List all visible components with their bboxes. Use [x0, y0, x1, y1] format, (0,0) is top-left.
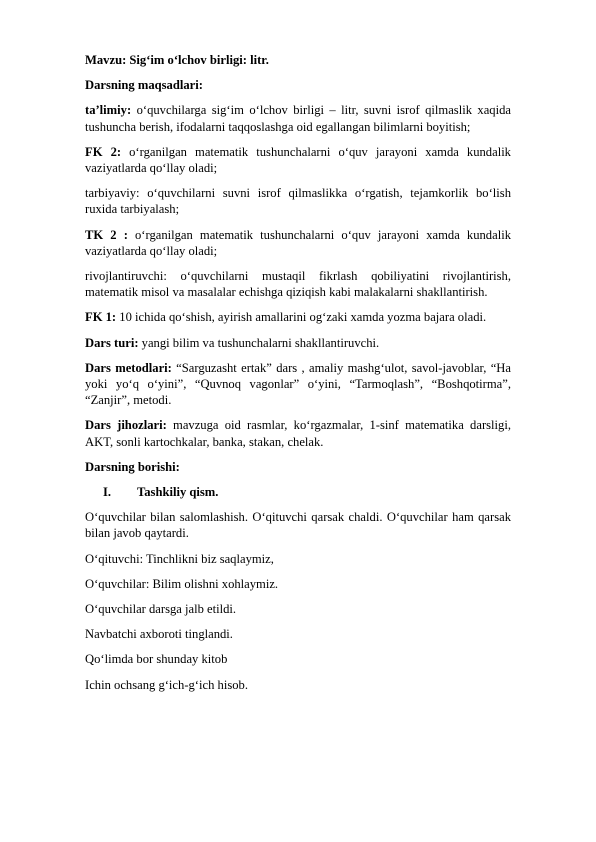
fk1-paragraph [85, 309, 511, 325]
document-page [85, 52, 511, 693]
lesson-type [85, 335, 511, 351]
duty-report-line: Navbatchi axboroti tinglandi. [85, 627, 233, 642]
fk1-text: 10 ichida qo‘shish, ayirish amallarini og‘zaki xamda yozma bajara oladi. [116, 310, 487, 325]
section-heading [85, 484, 511, 500]
fk2-paragraph [85, 144, 511, 176]
lesson-equipment [85, 417, 511, 449]
developmental-goal: rivojlantiruvchi: o‘quvchilarni mustaqil fikrlash qobiliyatini rivojlantirish, matematik misol va masalalar echishga qiziqish kabi malakalarni shakllantirish. [85, 269, 511, 300]
fk2-text: o‘rganilgan matematik tushunchalarni o‘quv jarayoni xamda kundalik vaziyatlarda qo‘llay oladi; [85, 144, 511, 176]
lesson-methods [85, 360, 511, 409]
lesson-equipment-text: mavzuga oid rasmlar, ko‘rgazmalar, 1-sinf matematika darsligi, AKT, sonli kartochkalar, banka, stakan, chelak. [85, 418, 511, 449]
educational-goal [85, 102, 511, 134]
upbringing-goal: tarbiyaviy: o‘quvchilarni suvni isrof qilmaslikka o‘rgatish, tejamkorlik bo‘lish ruxida tarbiyalash; [85, 186, 511, 217]
riddle-line-1: Qo‘limda bor shunday kitob [85, 652, 228, 667]
fk1-label: FK 1: [85, 310, 117, 325]
educational-goal-label: ta’limiy: [85, 103, 132, 118]
lesson-type-label: Dars turi: [85, 335, 139, 350]
lesson-methods-label: Dars metodlari: [85, 360, 172, 375]
lesson-progress-heading: Darsning borishi: [85, 459, 180, 474]
teacher-line: O‘qituvchi: Tinchlikni biz saqlaymiz, [85, 551, 274, 566]
section-number: I. [103, 485, 112, 500]
students-line: O‘quvchilar: Bilim olishni xohlaymiz. [85, 576, 279, 591]
section-title: Tashkiliy qism. [137, 485, 219, 500]
fk2-label: FK 2: [85, 144, 122, 159]
greeting-paragraph: O‘quvchilar bilan salomlashish. O‘qituvchi qarsak chaldi. O‘quvchilar ham qarsak bilan javob qaytardi. [85, 510, 511, 541]
lesson-equipment-label: Dars jihozlari: [85, 418, 167, 433]
lesson-methods-text: “Sarguzasht ertak” dars , amaliy mashg‘ulot, savol-javoblar, “Ha yoki yo‘q o‘yini”, “Quvnoq vagonlar” o‘yini, “Tarmoqlash”, “Boshqotirma”, “Zanjir”, metodi. [85, 360, 511, 408]
tk2-text: o‘rganilgan matematik tushunchalarni o‘quv jarayoni xamda kundalik vaziyatlarda qo‘llay oladi; [85, 227, 511, 258]
tk2-paragraph [85, 227, 511, 259]
goals-heading: Darsning maqsadlari: [85, 78, 203, 93]
students-engaged-line: O‘quvchilar darsga jalb etildi. [85, 602, 237, 617]
riddle-line-2: Ichin ochsang g‘ich-g‘ich hisob. [85, 677, 248, 692]
lesson-type-text: yangi bilim va tushunchalarni shakllantiruvchi. [138, 335, 380, 350]
topic-title: Mavzu: Sig‘im o‘lchov birligi: litr. [85, 53, 269, 67]
educational-goal-text: o‘quvchilarga sig‘im o‘lchov birligi – litr, suvni isrof qilmaslik xaqida tushuncha berish, ifodalarni taqqoslashga oid egallangan bilimlarni boyitish; [85, 103, 511, 134]
tk2-label: TK 2 : [85, 227, 128, 242]
